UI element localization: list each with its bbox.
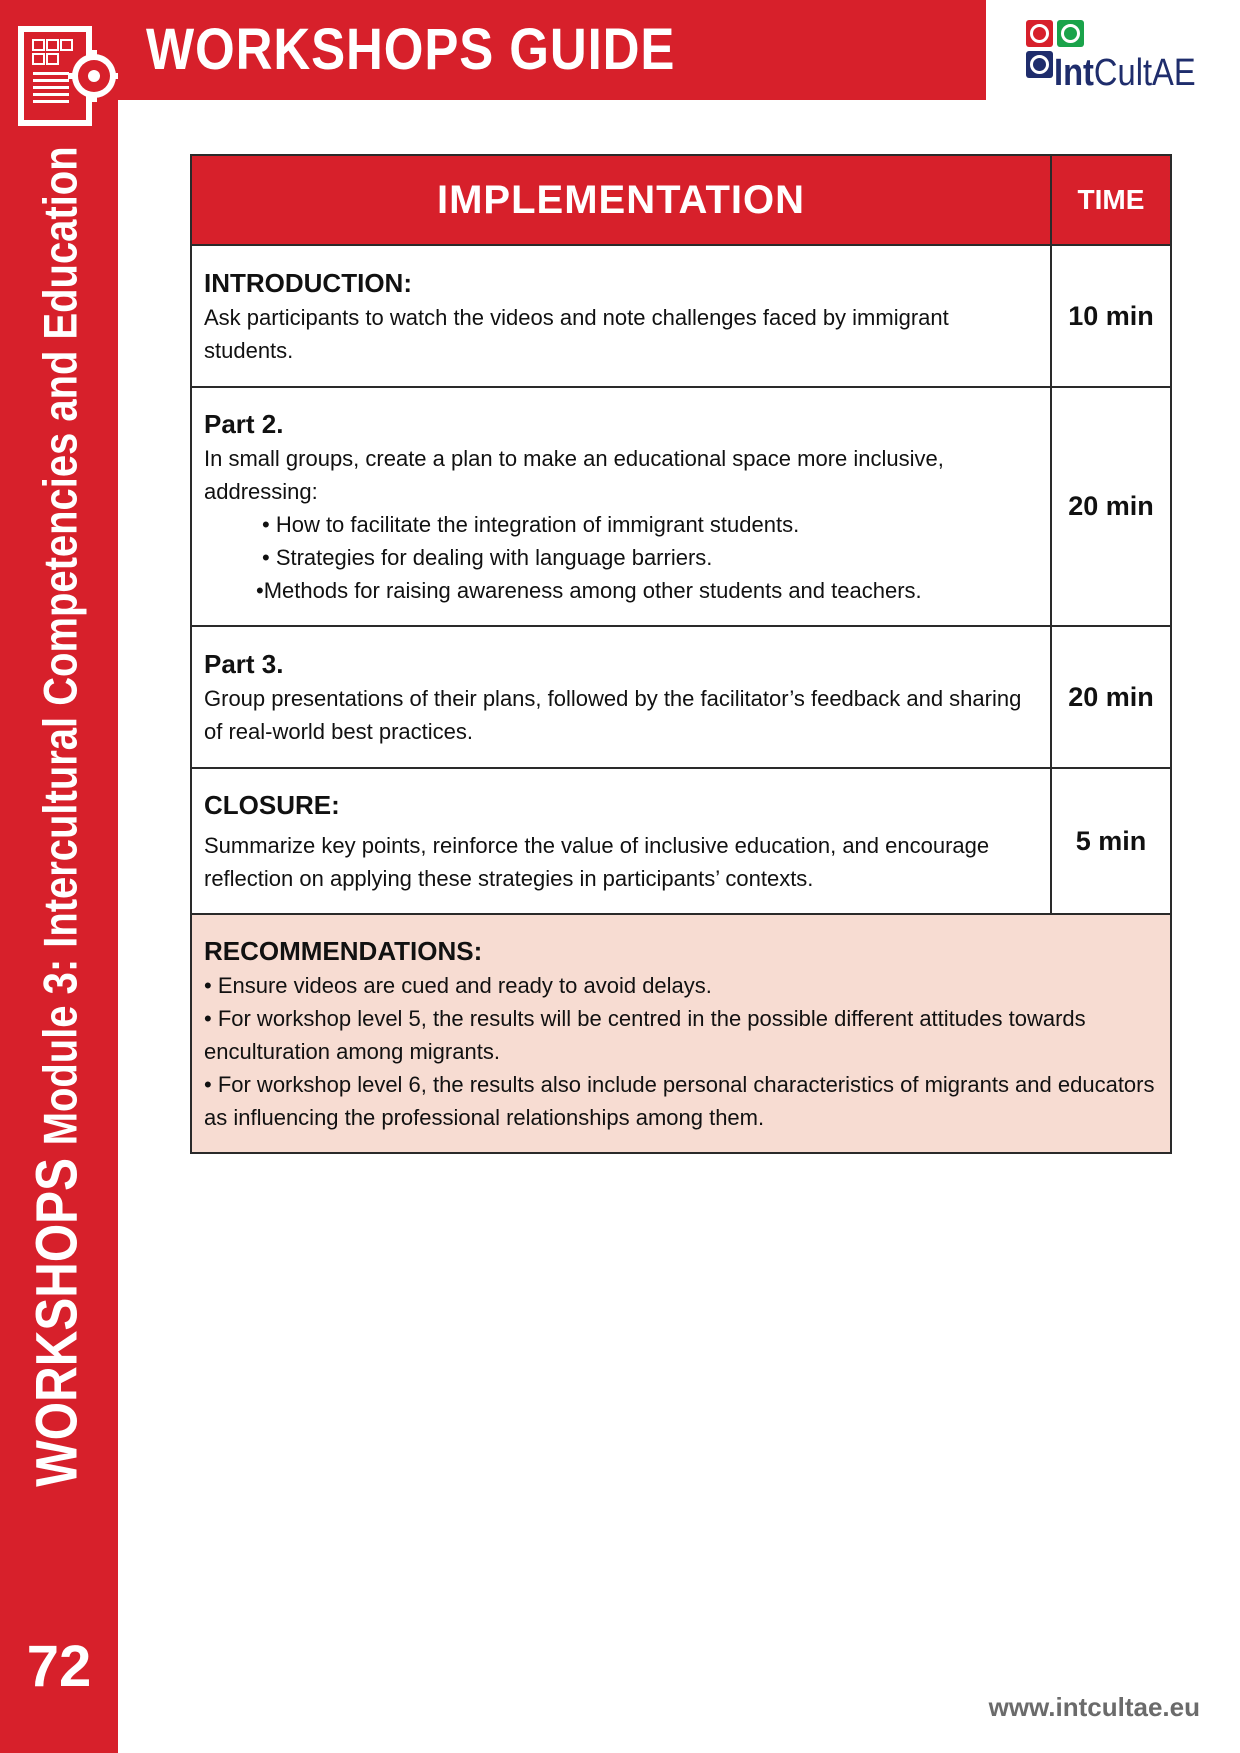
table-row [191,768,1171,914]
recommendations-box [191,914,1171,1153]
row-text: Group presentations of their plans, followed by the facilitator’s feedback and sharing of real-world best practices. [204,686,1022,744]
row-time: 5 min [1051,768,1171,914]
table-row [191,245,1171,387]
list-item: • For workshop level 6, the results also include personal characteristics of migrants and educators as influencing the professional relationships among them. [204,1072,1155,1130]
page-number: 72 [26,1634,92,1699]
intcultae-logo [1024,18,1214,94]
list-item: • Ensure videos are cued and ready to avoid delays. [204,973,712,998]
row-title: INTRODUCTION: [204,268,412,298]
logo-middle: Cult [1093,52,1153,94]
sidebar-title-bold: WORKSHOPS [24,1158,90,1487]
page-title: WORKSHOPS GUIDE [146,17,676,82]
logo-prefix: Int [1054,52,1094,94]
recommendations-row [191,914,1171,1153]
row-content [191,626,1051,768]
table-row [191,626,1171,768]
time-header: TIME [1051,155,1171,245]
list-item: •Methods for raising awareness among other students and teachers. [256,578,922,603]
table-row [191,387,1171,626]
row-content [191,768,1051,914]
logo-wordmark [1054,48,1196,98]
row-time: 10 min [1051,245,1171,387]
row-title: CLOSURE: [204,790,340,820]
implementation-table [190,154,1172,1154]
document-gear-icon [18,26,118,130]
recommendations-list [204,969,1156,1134]
row-text: Summarize key points, reinforce the value of inclusive education, and encourage reflection on applying these strategies in participants’ contexts. [204,833,990,891]
implementation-header: IMPLEMENTATION [191,155,1051,245]
list-item: • For workshop level 5, the results will be centred in the possible different attitudes towards enculturation among migrants. [204,1006,1086,1064]
sidebar-vertical-title [23,146,96,1605]
row-time: 20 min [1051,387,1171,626]
sidebar-title-rest: Module 3: Intercultural Competencies and Education [33,146,87,1146]
row-content [191,245,1051,387]
row-bullet-list [204,508,1036,607]
row-title: Part 3. [204,649,284,679]
row-text: Ask participants to watch the videos and note challenges faced by immigrant students. [204,305,949,363]
row-title: Part 2. [204,409,284,439]
list-item: • How to facilitate the integration of immigrant students. [262,512,800,537]
logo-suffix: AE [1152,52,1196,94]
row-text: In small groups, create a plan to make an educational space more inclusive, addressing: [204,446,944,504]
table-header-row [191,155,1171,245]
recommendations-title: RECOMMENDATIONS: [204,936,483,966]
row-content [191,387,1051,626]
row-time: 20 min [1051,626,1171,768]
website-link[interactable]: www.intcultae.eu [988,1692,1200,1722]
list-item: • Strategies for dealing with language barriers. [262,545,713,570]
